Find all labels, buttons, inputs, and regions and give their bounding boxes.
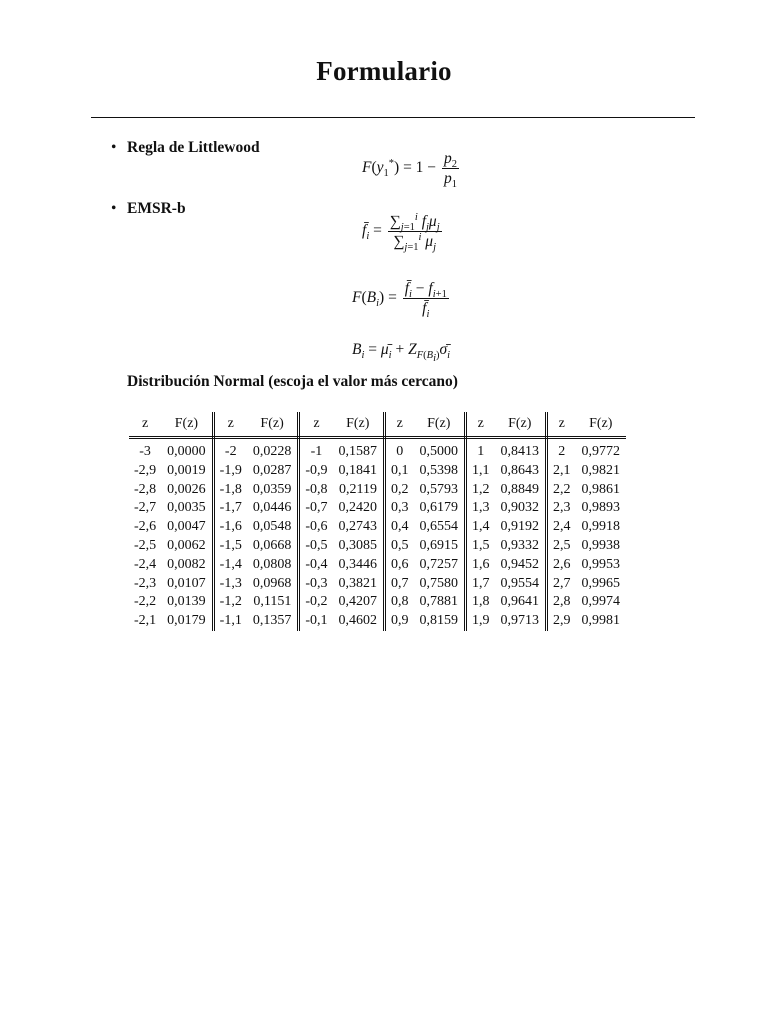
title-divider bbox=[91, 117, 695, 118]
emsrb-probability-formula: $F(B_i)$ = $\frac{f̄_i - f_{i+1}}{f̄_i}$ bbox=[352, 280, 447, 321]
fraction: $\frac{p_2}{p_1}$ bbox=[443, 150, 457, 191]
z-value-cell: 0,4 bbox=[391, 519, 409, 535]
z-value-cell: 0,1 bbox=[391, 462, 409, 478]
fz-value-cell: 0,2420 bbox=[333, 499, 385, 518]
bullet-label: Regla de Littlewood bbox=[127, 139, 260, 156]
z-value-cell: -1,5 bbox=[219, 537, 242, 553]
fz-value-cell: 0,0082 bbox=[161, 556, 213, 575]
fz-value-cell: 0,6179 bbox=[414, 499, 466, 518]
fz-value-cell: 0,1841 bbox=[333, 462, 385, 481]
fz-value-cell: 0,5000 bbox=[414, 438, 466, 462]
fraction: $\frac{f̄_i - f_{i+1}}{f̄_i}$ bbox=[404, 280, 447, 321]
fz-value-cell: 0,4602 bbox=[333, 612, 385, 631]
z-value-cell: 0,3 bbox=[391, 500, 409, 516]
z-value-cell: -0,1 bbox=[305, 613, 328, 629]
fz-value-cell: 0,0359 bbox=[247, 481, 299, 500]
z-value-cell: -0,5 bbox=[305, 537, 328, 553]
column-header: z bbox=[466, 412, 495, 438]
table-row bbox=[129, 438, 626, 462]
table-row bbox=[129, 499, 626, 518]
z-value-cell: -0,2 bbox=[305, 594, 328, 610]
z-value-cell: 2,9 bbox=[553, 613, 571, 629]
fz-value-cell: 0,9554 bbox=[495, 575, 547, 594]
z-value-cell: 2 bbox=[558, 444, 566, 459]
fz-value-cell: 0,9861 bbox=[581, 481, 621, 497]
emsrb-weighted-fare-formula: $f̄_i$ = $\frac{\sum_{j=1}^i f_j\mu_j}{\sum_{j=1}^i \mu_j}$ bbox=[362, 211, 440, 254]
fz-value-cell: 0,1587 bbox=[333, 438, 385, 462]
fz-value-cell: 0,0179 bbox=[161, 612, 213, 631]
fraction: $\frac{\sum_{j=1}^i f_j\mu_j}{\sum_{j=1}^i \mu_j}$ bbox=[389, 211, 440, 254]
column-header: F(z) bbox=[576, 412, 627, 438]
z-value-cell: 1,1 bbox=[472, 462, 490, 478]
fz-value-cell: 0,9938 bbox=[581, 537, 621, 553]
fz-value-cell: 0,7881 bbox=[414, 593, 466, 612]
z-value-cell: 2,5 bbox=[553, 537, 571, 553]
column-header: F(z) bbox=[333, 412, 385, 438]
z-value-cell: 0,9 bbox=[391, 613, 409, 629]
z-value-cell: 2,3 bbox=[553, 500, 571, 516]
z-value-cell: -3 bbox=[139, 444, 151, 459]
fz-value-cell: 0,8643 bbox=[495, 462, 547, 481]
fz-value-cell: 0,0047 bbox=[161, 518, 213, 537]
z-value-cell: 2,2 bbox=[553, 481, 571, 497]
fz-value-cell: 0,9893 bbox=[581, 500, 621, 516]
fz-value-cell: 0,8849 bbox=[495, 481, 547, 500]
fz-value-cell: 0,9981 bbox=[581, 613, 621, 629]
fz-value-cell: 0,0062 bbox=[161, 537, 213, 556]
z-value-cell: 1,2 bbox=[472, 481, 490, 497]
z-value-cell: -2,3 bbox=[134, 575, 157, 591]
table-row bbox=[129, 537, 626, 556]
z-value-cell: -1,6 bbox=[219, 519, 242, 535]
fz-value-cell: 0,0808 bbox=[247, 556, 299, 575]
fz-value-cell: 0,0968 bbox=[247, 575, 299, 594]
fz-value-cell: 0,9821 bbox=[581, 462, 621, 478]
fz-value-cell: 0,9953 bbox=[581, 556, 621, 572]
bullet-label: EMSR-b bbox=[127, 200, 186, 217]
z-value-cell: -0,7 bbox=[305, 500, 328, 516]
fz-value-cell: 0,0035 bbox=[161, 499, 213, 518]
fz-value-cell: 0,5793 bbox=[414, 481, 466, 500]
z-value-cell: -2,2 bbox=[134, 594, 157, 610]
z-value-cell: -1,3 bbox=[219, 575, 242, 591]
column-header: z bbox=[547, 412, 576, 438]
column-header: z bbox=[129, 412, 161, 438]
fz-value-cell: 0,1151 bbox=[247, 593, 299, 612]
z-value-cell: 0,2 bbox=[391, 481, 409, 497]
fz-value-cell: 0,9772 bbox=[581, 444, 621, 459]
column-header: z bbox=[299, 412, 333, 438]
z-value-cell: 1,7 bbox=[472, 575, 490, 591]
z-value-cell: 1,5 bbox=[472, 537, 490, 553]
table-row bbox=[129, 518, 626, 537]
table-row bbox=[129, 481, 626, 500]
littlewood-formula: $F(y_1^*) = 1$ − $\frac{p_2}{p_1}$ bbox=[362, 150, 457, 191]
z-value-cell: 0,7 bbox=[391, 575, 409, 591]
z-value-cell: -1,2 bbox=[219, 594, 242, 610]
z-value-cell: 1,3 bbox=[472, 500, 490, 516]
fz-value-cell: 0,0668 bbox=[247, 537, 299, 556]
fz-value-cell: 0,2743 bbox=[333, 518, 385, 537]
z-value-cell: -2,6 bbox=[134, 519, 157, 535]
column-header: F(z) bbox=[414, 412, 466, 438]
fz-value-cell: 0,0000 bbox=[161, 438, 213, 462]
fz-value-cell: 0,8413 bbox=[495, 438, 547, 462]
z-value-cell: -1 bbox=[310, 444, 323, 459]
bullet-emsrb bbox=[111, 200, 186, 218]
z-value-cell: -1,9 bbox=[219, 462, 242, 478]
fz-value-cell: 0,0548 bbox=[247, 518, 299, 537]
z-value-cell: 0 bbox=[396, 444, 404, 459]
table-body bbox=[129, 438, 626, 631]
table-row bbox=[129, 462, 626, 481]
fz-value-cell: 0,7257 bbox=[414, 556, 466, 575]
fz-value-cell: 0,9032 bbox=[495, 499, 547, 518]
table-header-row bbox=[129, 412, 626, 438]
table-row bbox=[129, 575, 626, 594]
column-header: F(z) bbox=[161, 412, 213, 438]
fz-value-cell: 0,2119 bbox=[333, 481, 385, 500]
z-value-cell: -2 bbox=[224, 444, 237, 459]
fz-value-cell: 0,0019 bbox=[161, 462, 213, 481]
fz-value-cell: 0,9332 bbox=[495, 537, 547, 556]
fz-value-cell: 0,3821 bbox=[333, 575, 385, 594]
z-value-cell: 2,1 bbox=[553, 462, 571, 478]
fz-value-cell: 0,5398 bbox=[414, 462, 466, 481]
normal-distribution-table bbox=[129, 412, 626, 631]
fz-value-cell: 0,0026 bbox=[161, 481, 213, 500]
z-value-cell: -2,5 bbox=[134, 537, 157, 553]
fz-value-cell: 0,9713 bbox=[495, 612, 547, 631]
z-value-cell: -2,7 bbox=[134, 500, 157, 516]
fz-value-cell: 0,9974 bbox=[581, 594, 621, 610]
table-row bbox=[129, 556, 626, 575]
column-header: z bbox=[385, 412, 414, 438]
fz-value-cell: 0,0287 bbox=[247, 462, 299, 481]
z-value-cell: -1,8 bbox=[219, 481, 242, 497]
z-value-cell: 1 bbox=[477, 444, 485, 459]
z-value-cell: 0,8 bbox=[391, 594, 409, 610]
fz-value-cell: 0,4207 bbox=[333, 593, 385, 612]
z-value-cell: -0,8 bbox=[305, 481, 328, 497]
normal-distribution-heading: Distribución Normal (escoja el valor más cercano) bbox=[127, 373, 458, 390]
fz-value-cell: 0,6554 bbox=[414, 518, 466, 537]
z-value-cell: 2,8 bbox=[553, 594, 571, 610]
fz-value-cell: 0,0107 bbox=[161, 575, 213, 594]
table-row bbox=[129, 593, 626, 612]
z-value-cell: 2,7 bbox=[553, 575, 571, 591]
z-value-cell: -2,1 bbox=[134, 613, 157, 629]
page-title: Formulario bbox=[316, 56, 452, 86]
bullet-littlewood bbox=[111, 139, 260, 157]
z-value-cell: -1,4 bbox=[219, 556, 242, 572]
z-value-cell: 1,9 bbox=[472, 613, 490, 629]
bullet-dot-icon: • bbox=[111, 139, 117, 156]
z-value-cell: 1,6 bbox=[472, 556, 490, 572]
fz-value-cell: 0,0228 bbox=[247, 438, 299, 462]
fz-value-cell: 0,9918 bbox=[581, 519, 621, 535]
emsrb-protection-formula: $B_i$ = $\mū_i$ + $Z_{F(B_i)}\sigmā_i$ bbox=[352, 341, 451, 365]
column-header: F(z) bbox=[247, 412, 299, 438]
z-value-cell: 1,8 bbox=[472, 594, 490, 610]
z-value-cell: -2,9 bbox=[134, 462, 157, 478]
fz-value-cell: 0,6915 bbox=[414, 537, 466, 556]
fz-value-cell: 0,1357 bbox=[247, 612, 299, 631]
column-header: z bbox=[213, 412, 247, 438]
table-row bbox=[129, 612, 626, 631]
z-value-cell: -1,1 bbox=[219, 613, 242, 629]
z-value-cell: -1,7 bbox=[219, 500, 242, 516]
fz-value-cell: 0,9641 bbox=[495, 593, 547, 612]
fz-value-cell: 0,0139 bbox=[161, 593, 213, 612]
z-value-cell: -0,9 bbox=[305, 462, 328, 478]
bullet-dot-icon: • bbox=[111, 200, 117, 217]
z-value-cell: -2,8 bbox=[134, 481, 157, 497]
fz-value-cell: 0,9192 bbox=[495, 518, 547, 537]
z-value-cell: 0,5 bbox=[391, 537, 409, 553]
fz-value-cell: 0,3085 bbox=[333, 537, 385, 556]
z-value-cell: 2,6 bbox=[553, 556, 571, 572]
fz-value-cell: 0,3446 bbox=[333, 556, 385, 575]
fz-value-cell: 0,0446 bbox=[247, 499, 299, 518]
z-value-cell: -2,4 bbox=[134, 556, 157, 572]
z-value-cell: -0,3 bbox=[305, 575, 328, 591]
z-value-cell: 2,4 bbox=[553, 519, 571, 535]
fz-value-cell: 0,8159 bbox=[414, 612, 466, 631]
fz-value-cell: 0,9452 bbox=[495, 556, 547, 575]
z-value-cell: -0,6 bbox=[305, 519, 328, 535]
fz-value-cell: 0,9965 bbox=[581, 575, 621, 591]
z-value-cell: 1,4 bbox=[472, 519, 490, 535]
z-value-cell: -0,4 bbox=[305, 556, 328, 572]
fz-value-cell: 0,7580 bbox=[414, 575, 466, 594]
z-value-cell: 0,6 bbox=[391, 556, 409, 572]
column-header: F(z) bbox=[495, 412, 547, 438]
